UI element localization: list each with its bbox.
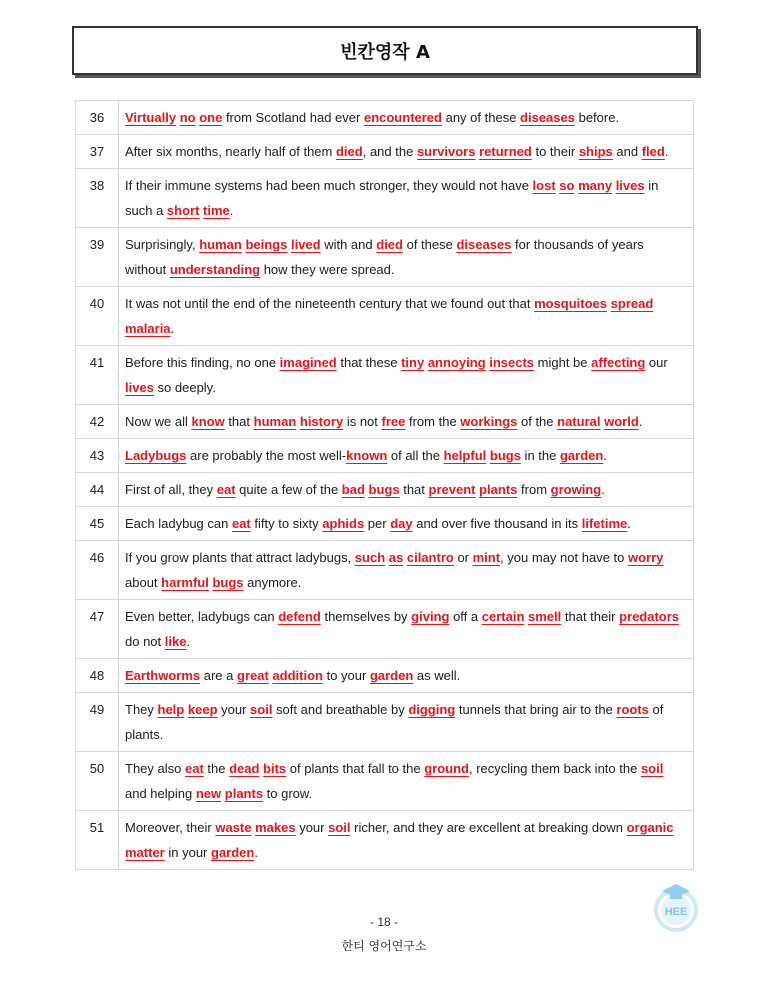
answer-word: short <box>166 203 200 218</box>
sentence-fragment: If you grow plants that attract ladybugs, <box>125 550 355 565</box>
answer-word: eat <box>231 516 251 531</box>
sentence-fragment: richer, and they are excellent at breaking down <box>350 820 627 835</box>
sentence-fragment: . <box>638 414 643 429</box>
answer-word: growing <box>550 482 602 497</box>
answer-word: spread <box>610 296 654 311</box>
answer-word: makes <box>255 820 296 835</box>
answer-word: history <box>299 414 344 429</box>
sentence-fragment: of plants that fall to the <box>286 761 425 776</box>
answer-word: plants <box>224 786 264 801</box>
answer-word: soil <box>640 761 664 776</box>
sentence-fragment: your <box>295 820 329 835</box>
sentence-number: 47 <box>76 600 119 659</box>
sentence-number: 43 <box>76 439 119 473</box>
sentence-fragment: and over five thousand in its <box>412 516 582 531</box>
sentence-fragment: Each ladybug can <box>125 516 232 531</box>
sentence-fragment: or <box>453 550 473 565</box>
sentence-fragment: per <box>364 516 391 531</box>
answer-word: bugs <box>489 448 521 463</box>
answer-word: diseases <box>456 237 512 252</box>
sentence-fragment: . <box>170 321 175 336</box>
sentence-fragment: . <box>229 203 234 218</box>
answer-word: matter <box>125 845 165 860</box>
hee-logo <box>650 880 702 932</box>
answer-word: Ladybugs <box>125 448 187 463</box>
table-row <box>76 135 694 169</box>
sentence-fragment: before. <box>574 110 620 125</box>
sentence-fragment: in your <box>164 845 211 860</box>
sentence-number: 48 <box>76 659 119 693</box>
sentence-fragment: Surprisingly, <box>125 237 200 252</box>
sentence-fragment: that <box>399 482 429 497</box>
sentence-text <box>119 228 694 287</box>
answer-word: digging <box>408 702 456 717</box>
answer-word: bugs <box>212 575 244 590</box>
sentence-fragment: of all the <box>387 448 444 463</box>
sentence-text <box>119 101 694 135</box>
answer-word: survivors <box>416 144 476 159</box>
sentence-text <box>119 600 694 659</box>
sentence-fragment: Even better, ladybugs can <box>125 609 279 624</box>
answer-word: human <box>199 237 242 252</box>
answer-word: eat <box>184 761 204 776</box>
sentence-number: 45 <box>76 507 119 541</box>
sentence-number: 40 <box>76 287 119 346</box>
answer-word: died <box>335 144 363 159</box>
sentence-fragment: so deeply. <box>153 380 216 395</box>
sentence-text <box>119 541 694 600</box>
answer-word: ground <box>424 761 469 776</box>
sentence-table <box>75 100 694 870</box>
table-row <box>76 346 694 405</box>
sentence-number: 51 <box>76 811 119 870</box>
answer-word: waste <box>215 820 252 835</box>
answer-word: new <box>195 786 222 801</box>
answer-word: mint <box>472 550 501 565</box>
answer-word: garden <box>559 448 604 463</box>
answer-word: lives <box>125 380 154 395</box>
answer-word: roots <box>616 702 649 717</box>
table-row <box>76 228 694 287</box>
sentence-fragment: are a <box>200 668 237 683</box>
sentence-fragment: in the <box>520 448 560 463</box>
logo-text: HEE <box>664 906 688 918</box>
sentence-number: 42 <box>76 405 119 439</box>
answer-word: bad <box>341 482 365 497</box>
answer-word: Virtually <box>125 110 177 125</box>
answer-word: annoying <box>427 355 486 370</box>
sentence-text <box>119 135 694 169</box>
sentence-number: 41 <box>76 346 119 405</box>
sentence-fragment: . <box>254 845 258 860</box>
sentence-text <box>119 811 694 870</box>
answer-word: day <box>390 516 413 531</box>
answer-word: aphids <box>322 516 365 531</box>
graduation-cap-icon <box>662 884 690 899</box>
page-number: - 18 - <box>369 915 398 929</box>
sentence-number: 38 <box>76 169 119 228</box>
sentence-fragment: . <box>627 516 631 531</box>
answer-word: eat <box>216 482 236 497</box>
sentence-text <box>119 659 694 693</box>
answer-word: worry <box>627 550 664 565</box>
sentence-fragment: that these <box>336 355 402 370</box>
sentence-text <box>119 752 694 811</box>
answer-word: tiny <box>401 355 425 370</box>
answer-word: soil <box>328 820 351 835</box>
sentence-fragment: Now we all <box>125 414 192 429</box>
answer-word: soil <box>250 702 273 717</box>
table-row <box>76 169 694 228</box>
sentence-fragment: and helping <box>125 786 196 801</box>
answer-word: died <box>376 237 403 252</box>
answer-word: returned <box>479 144 532 159</box>
answer-word: cilantro <box>406 550 454 565</box>
answer-word: time <box>203 203 230 218</box>
sentence-fragment: to your <box>322 668 370 683</box>
sentence-fragment: for thousands of years without <box>125 237 644 277</box>
answer-word: Earthworms <box>125 668 201 683</box>
sentence-fragment: . <box>601 482 605 497</box>
table-row <box>76 287 694 346</box>
sentence-fragment: about <box>125 575 162 590</box>
answer-word: organic <box>626 820 674 835</box>
sentence-fragment: anymore. <box>243 575 302 590</box>
table-row <box>76 101 694 135</box>
sentence-fragment: in such a <box>125 178 659 218</box>
table-row <box>76 507 694 541</box>
answer-word: plants <box>479 482 518 497</box>
table-row <box>76 405 694 439</box>
sentence-fragment: that their <box>561 609 620 624</box>
table-row <box>76 811 694 870</box>
sentence-fragment: the <box>203 761 230 776</box>
sentence-fragment: that <box>224 414 254 429</box>
table-row <box>76 659 694 693</box>
answer-word: beings <box>245 237 288 252</box>
answer-word: fled <box>641 144 665 159</box>
sentence-number: 39 <box>76 228 119 287</box>
answer-word: malaria <box>125 321 171 336</box>
sentence-fragment: Moreover, their <box>125 820 216 835</box>
footer-organization: 한티 영어연구소 <box>341 939 427 953</box>
answer-word: giving <box>411 609 450 624</box>
answer-word: such <box>354 550 386 565</box>
answer-word: no <box>179 110 196 125</box>
answer-word: great <box>237 668 269 683</box>
sentence-fragment: Before this finding, no one <box>125 355 280 370</box>
answer-word: many <box>578 178 613 193</box>
sentence-fragment: to their <box>531 144 579 159</box>
answer-word: certain <box>481 609 525 624</box>
answer-word: like <box>164 634 187 649</box>
sentence-fragment: of the <box>517 414 558 429</box>
answer-word: garden <box>369 668 414 683</box>
sentence-fragment: your <box>217 702 251 717</box>
answer-word: know <box>191 414 225 429</box>
sentence-text <box>119 346 694 405</box>
sentence-fragment: as well. <box>413 668 461 683</box>
answer-word: natural <box>557 414 601 429</box>
sentence-number: 50 <box>76 752 119 811</box>
sentence-fragment: do not <box>125 634 165 649</box>
sentence-text <box>119 169 694 228</box>
sentence-fragment: from Scotland had ever <box>222 110 364 125</box>
answer-word: smell <box>528 609 562 624</box>
answer-word: bugs <box>368 482 400 497</box>
sentence-fragment: . <box>603 448 607 463</box>
answer-word: encountered <box>363 110 442 125</box>
sentence-fragment: of plants. <box>125 702 664 742</box>
sentence-fragment: with and <box>320 237 377 252</box>
sentence-fragment: our <box>645 355 668 370</box>
sentence-fragment: If their immune systems had been much stronger, they would not have <box>125 178 533 193</box>
answer-word: human <box>253 414 297 429</box>
answer-word: lived <box>290 237 321 252</box>
sentence-fragment: . <box>664 144 669 159</box>
sentence-fragment: might be <box>534 355 592 370</box>
answer-word: imagined <box>279 355 337 370</box>
sentence-number: 46 <box>76 541 119 600</box>
answer-word: predators <box>619 609 680 624</box>
answer-word: keep <box>187 702 218 717</box>
sentence-fragment: , you may not have to <box>500 550 628 565</box>
answer-word: understanding <box>169 262 261 277</box>
answer-word: lives <box>615 178 645 193</box>
table-row <box>76 439 694 473</box>
answer-word: lost <box>532 178 556 193</box>
sentence-text <box>119 507 694 541</box>
sentence-fragment: , recycling them back into the <box>468 761 641 776</box>
sentence-number: 49 <box>76 693 119 752</box>
answer-word: insects <box>489 355 535 370</box>
answer-word: garden <box>211 845 255 860</box>
sentence-fragment: from the <box>405 414 461 429</box>
answer-word: defend <box>278 609 321 624</box>
answer-word: dead <box>229 761 260 776</box>
sentence-text <box>119 287 694 346</box>
answer-word: addition <box>272 668 323 683</box>
sentence-fragment: They <box>125 702 158 717</box>
sentence-fragment: They also <box>125 761 185 776</box>
sentence-fragment: how they were spread. <box>260 262 395 277</box>
sentence-fragment: fifty to sixty <box>250 516 323 531</box>
answer-word: affecting <box>591 355 646 370</box>
table-row <box>76 752 694 811</box>
sentence-fragment: from <box>517 482 551 497</box>
sentence-text <box>119 473 694 507</box>
answer-word: one <box>199 110 223 125</box>
sentence-fragment: any of these <box>441 110 521 125</box>
table-row <box>76 693 694 752</box>
answer-word: workings <box>460 414 518 429</box>
sentence-fragment: of these <box>402 237 457 252</box>
page-title: 빈칸영작 A <box>72 26 698 75</box>
sentence-fragment: and <box>612 144 642 159</box>
answer-word: helpful <box>443 448 487 463</box>
answer-word: lifetime <box>581 516 628 531</box>
sentence-fragment: After six months, nearly half of them <box>125 144 336 159</box>
answer-word: known <box>346 448 388 463</box>
sentence-number: 44 <box>76 473 119 507</box>
table-row <box>76 600 694 659</box>
sentence-text <box>119 405 694 439</box>
answer-word: ships <box>578 144 613 159</box>
answer-word: mosquitoes <box>534 296 608 311</box>
answer-word: help <box>157 702 185 717</box>
table-row <box>76 473 694 507</box>
answer-word: free <box>381 414 406 429</box>
sentence-fragment: themselves by <box>320 609 412 624</box>
sentence-fragment: are probably the most well- <box>186 448 347 463</box>
sentence-fragment: off a <box>449 609 482 624</box>
answer-word: as <box>388 550 404 565</box>
sentence-fragment: to grow. <box>263 786 313 801</box>
sentence-number: 36 <box>76 101 119 135</box>
sentence-fragment: tunnels that bring air to the <box>455 702 617 717</box>
sentence-fragment: . <box>186 634 191 649</box>
table-row <box>76 541 694 600</box>
sentence-number: 37 <box>76 135 119 169</box>
sentence-fragment: , and the <box>362 144 417 159</box>
sentence-fragment: quite a few of the <box>235 482 342 497</box>
sentence-text <box>119 693 694 752</box>
answer-word: world <box>604 414 639 429</box>
answer-word: diseases <box>520 110 575 125</box>
sentence-fragment: is not <box>343 414 382 429</box>
sentence-fragment: It was not until the end of the nineteenth century that we found out that <box>125 296 535 311</box>
answer-word: prevent <box>428 482 476 497</box>
sentence-fragment: soft and breathable by <box>272 702 409 717</box>
answer-word: harmful <box>161 575 209 590</box>
sentence-fragment: First of all, they <box>125 482 217 497</box>
sentence-text <box>119 439 694 473</box>
answer-word: bits <box>263 761 287 776</box>
answer-word: so <box>559 178 575 193</box>
